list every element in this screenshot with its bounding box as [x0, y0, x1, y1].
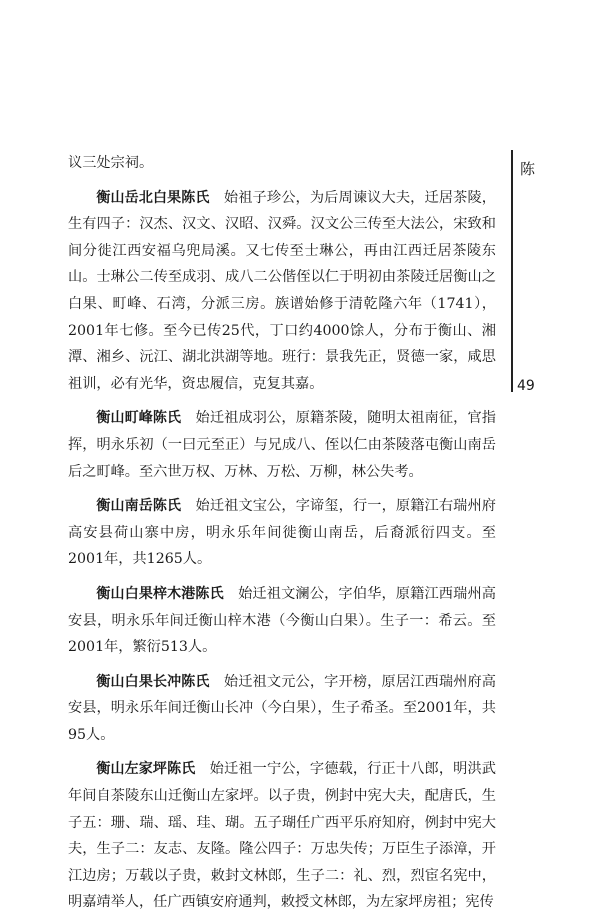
clan-heading: 衡山白果梓木港陈氏: [96, 585, 224, 602]
paragraph-text: 始迁祖文澜公，字伯华，原籍江西瑞州高安县，明永乐年间迁衡山梓木港（今衡山白果）。生子一：希云。至2001年，繁衍513人。: [68, 585, 496, 656]
paragraph-zuojiaping: [68, 756, 496, 916]
paragraph-zimugang: [68, 581, 496, 661]
paragraph-text: 始迁祖成羽公，原籍茶陵，随明太祖南征，官指挥，明永乐初（一曰元至正）与兄成八、侄以仁由茶陵落屯衡山南岳后之町峰。至六世万权、万林、万松、万柳，林公失考。: [68, 410, 496, 480]
paragraph-changchong: [68, 669, 496, 749]
body-text: [68, 150, 496, 924]
thumb-index-char: 陈: [520, 160, 536, 178]
clan-heading: 衡山左家坪陈氏: [96, 761, 196, 778]
paragraph-text: 议三处宗祠。: [68, 155, 154, 171]
paragraph-continuation: [68, 150, 496, 177]
clan-heading: 衡山岳北白果陈氏: [96, 189, 210, 206]
clan-heading: 衡山南岳陈氏: [96, 498, 182, 515]
clan-heading: 衡山白果长冲陈氏: [96, 673, 210, 690]
margin-rule: [511, 150, 513, 392]
clan-heading: 衡山町峰陈氏: [96, 410, 182, 427]
paragraph-text: 始迁祖文宝公，字谛玺，行一，原籍江右瑞州府高安县荷山寨中房，明永乐年间徙衡山南岳，后裔派衍四支。至2001年，共1265人。: [68, 498, 496, 568]
paragraph-text: 始迁祖文元公，字开榜，原居江西瑞州府高安县，明永乐年间迁衡山长冲（今白果），生子希圣。至2001年，共95人。: [68, 673, 496, 743]
paragraph-tingfeng: [68, 405, 496, 485]
page-number: 49: [517, 378, 535, 394]
paragraph-text: 始迁祖一宁公，字德载，行正十八郎，明洪武年间自茶陵东山迁衡山左家坪。以子贵，例封中宪大夫，配唐氏，生子五：珊、瑞、瑶、珪、瑚。五子瑚任广西平乐府知府，例封中宪大夫，生子二：友志、友隆。隆公四子：万忠失传；万臣生子添漳，开江边房；万载以子贵，敕封文林郎，生子二：礼、烈，烈宦名宪中，明嘉靖举人，任广西镇安府通判，敕授文林郎，为左家坪房祖；宪传: [68, 761, 496, 911]
paragraph-yuebei-baiguo: [68, 185, 496, 398]
paragraph-text: 始祖子珍公，为后周谏议大夫，迁居茶陵，生有四子：汉杰、汉文、汉昭、汉舜。汉文公三传至大法公，宋致和间分徙江西安福乌兜局溪。又七传至士琳公，再由江西迁居茶陵东山。士琳公二传至成羽、成八二公偕侄以仁于明初由茶陵迁居衡山之白果、町峰、石湾，分派三房。族谱始修于清乾隆六年（1741），2001年七修。至今已传25代，丁口约4000馀人，分布于衡山、湘潭、湘乡、沅江、湖北洪湖等地。班行：景我先正，贤德一家，咸思祖训，必有光华，资忠履信，克复其嘉。: [68, 189, 496, 392]
paragraph-nanyue: [68, 493, 496, 573]
